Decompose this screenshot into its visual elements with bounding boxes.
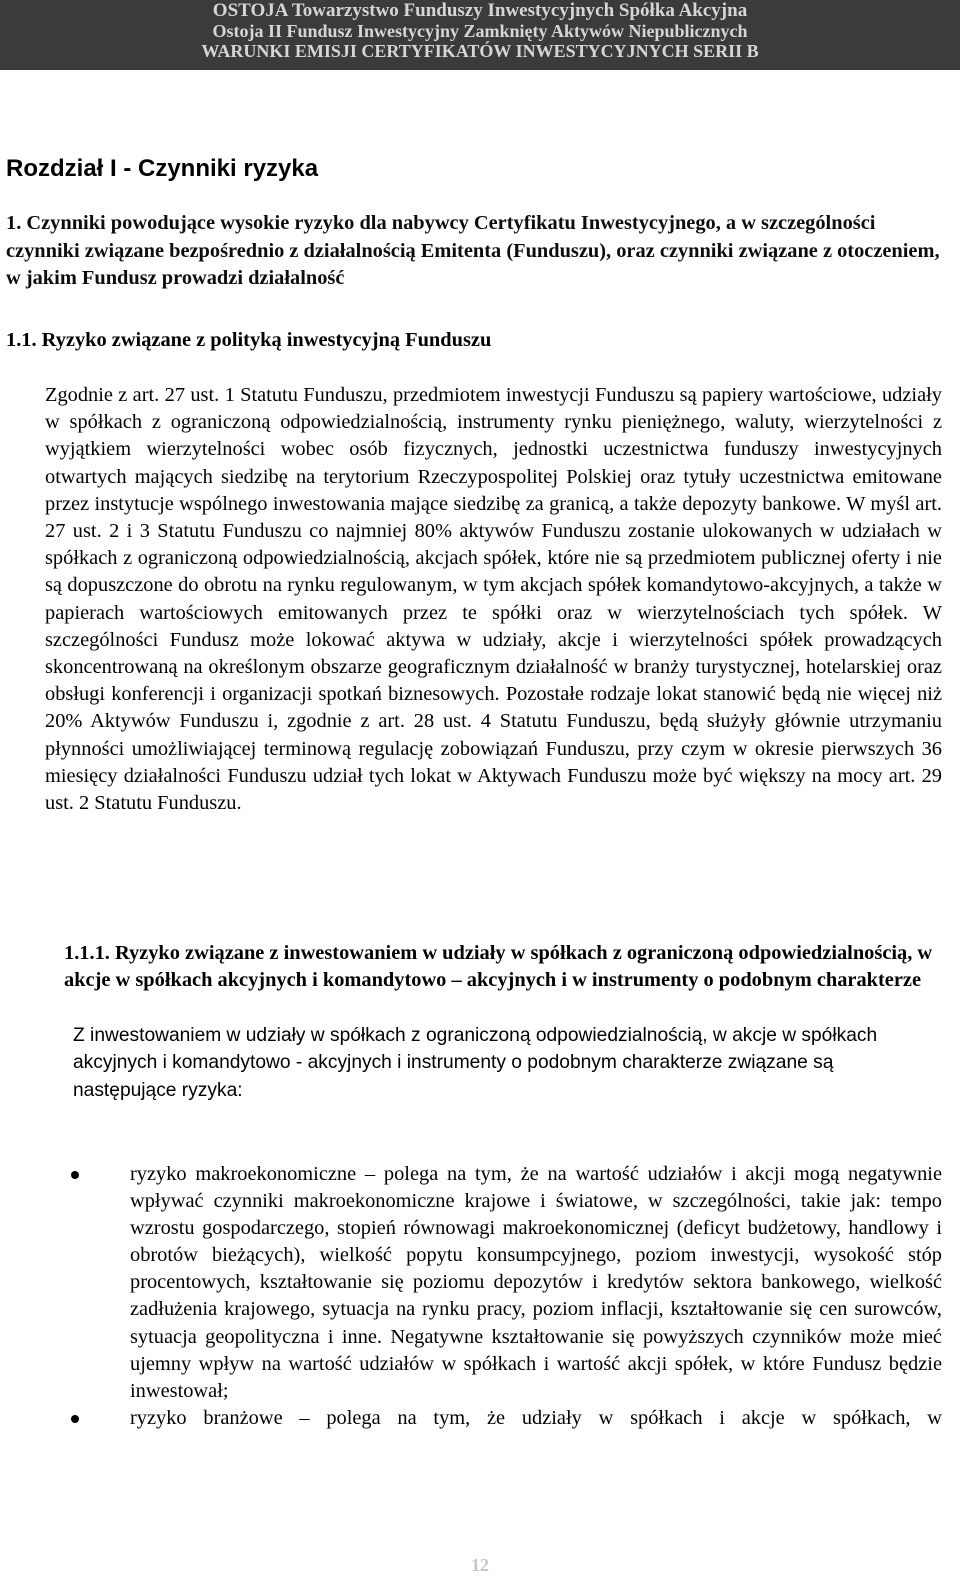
list-item <box>0 1405 942 1432</box>
header-document-title: WARUNKI EMISJI CERTYFIKATÓW INWESTYCYJNYCH SERII B <box>201 41 759 61</box>
page-number: 12 <box>471 1555 489 1575</box>
list-item <box>0 1161 942 1405</box>
risk-macroeconomic-text: ryzyko makroekonomiczne – polega na tym, że na wartość udziałów i akcji mogą negatywnie wpływać czynniki makroekonomiczne krajowe i światowe, w szczególności, takie jak: tempo wzrostu gospodarczego, stopień równowagi makroekonomicznej (deficyt budżetowy, handlowy i obrotów bieżących), wielkość popytu konsumpcyjnego, poziom inwestycji, wysokość stóp procentowych, kształtowanie się poziomu depozytów i kredytów sektora bankowego, wielkość zadłużenia krajowego, sytuacja na rynku pracy, poziom inflacji, kształtowanie się cen surowców, sytuacja geopolityczna i inne. Negatywne kształtowanie się powyższych czynników może mieć ujemny wpływ na wartość udziałów w spółkach i wartość akcji spółek, w które Fundusz będzie inwestował; <box>130 1163 942 1402</box>
section-1-1-1-intro: Z inwestowaniem w udziały w spółkach z ograniczoną odpowiedzialnością, w akcje w spółkach akcyjnych i komandytowo - akcyjnych i instrumenty o podobnym charakterze związane są następujące ryzyka: <box>73 1025 878 1101</box>
bullet-icon <box>71 1171 79 1179</box>
chapter-title: Rozdział I - Czynniki ryzyka <box>6 155 319 182</box>
document-header <box>0 0 960 70</box>
section-1-heading: 1. Czynniki powodujące wysokie ryzyko dla nabywcy Certyfikatu Inwestycyjnego, a w szczególności czynniki związane bezpośrednio z działalnością Emitenta (Funduszu), oraz czynniki związane z otoczeniem, w jakim Fundusz prowadzi działalność <box>6 212 940 289</box>
section-1-1-1-heading: 1.1.1. Ryzyko związane z inwestowaniem w udziały w spółkach z ograniczoną odpowiedzialnością, w akcje w spółkach akcyjnych i komandytowo – akcyjnych i w instrumenty o podobnym charakterze <box>64 942 933 992</box>
risk-list <box>0 1161 960 1432</box>
risk-industry-text: ryzyko branżowe – polega na tym, że udziały w spółkach i akcje w spółkach, w <box>130 1406 942 1429</box>
header-fund: Ostoja II Fundusz Inwestycyjny Zamknięty Aktywów Niepublicznych <box>212 21 748 41</box>
section-1-1-paragraph: Zgodnie z art. 27 ust. 1 Statutu Funduszu, przedmiotem inwestycji Funduszu są papiery wartościowe, udziały w spółkach z ograniczoną odpowiedzialnością, instrumenty rynku pieniężnego, waluty, wierzytelności z wyjątkiem wierzytelności wobec osób fizycznych, jednostki uczestnictwa funduszy inwestycyjnych otwartych mających siedzibę na terytorium Rzeczypospolitej Polskiej oraz tytuły uczestnictwa emitowane przez instytucje wspólnego inwestowania mające siedzibę za granicą, a także depozyty bankowe. W myśl art. 27 ust. 2 i 3 Statutu Funduszu co najmniej 80% aktywów Funduszu zostanie ulokowanych w udziałach w spółkach z ograniczoną odpowiedzialnością, akcjach spółek, które nie są przedmiotem publicznej oferty i nie są dopuszczone do obrotu na rynku regulowanym, w tym akcjach spółek komandytowo-akcyjnych, a także w papierach wartościowych emitowanych przez te spółki oraz w wierzytelnościach tych spółek. W szczególności Fundusz może lokować aktywa w udziały, akcje i wierzytelności spółek prowadzących skoncentrowaną na określonym obszarze geograficznym działalność w branży turystycznej, hotelarskiej oraz obsługi konferencji i organizacji spotkań biznesowych. Pozostałe rodzaje lokat stanowić będą nie więcej niż 20% Aktywów Funduszu i, zgodnie z art. 28 ust. 4 Statutu Funduszu, będą służyły głównie utrzymaniu płynności umożliwiającej terminową regulację zobowiązań Funduszu, przy czym w okresie pierwszych 36 miesięcy działalności Funduszu udział tych lokat w Aktywach Funduszu może być większy na mocy art. 29 ust. 2 Statutu Funduszu. <box>45 384 942 815</box>
section-1-1-heading: 1.1. Ryzyko związane z polityką inwestycyjną Funduszu <box>6 329 492 351</box>
bullet-icon <box>71 1415 79 1423</box>
header-company: OSTOJA Towarzystwo Funduszy Inwestycyjnych Spółka Akcyjna <box>212 0 748 21</box>
